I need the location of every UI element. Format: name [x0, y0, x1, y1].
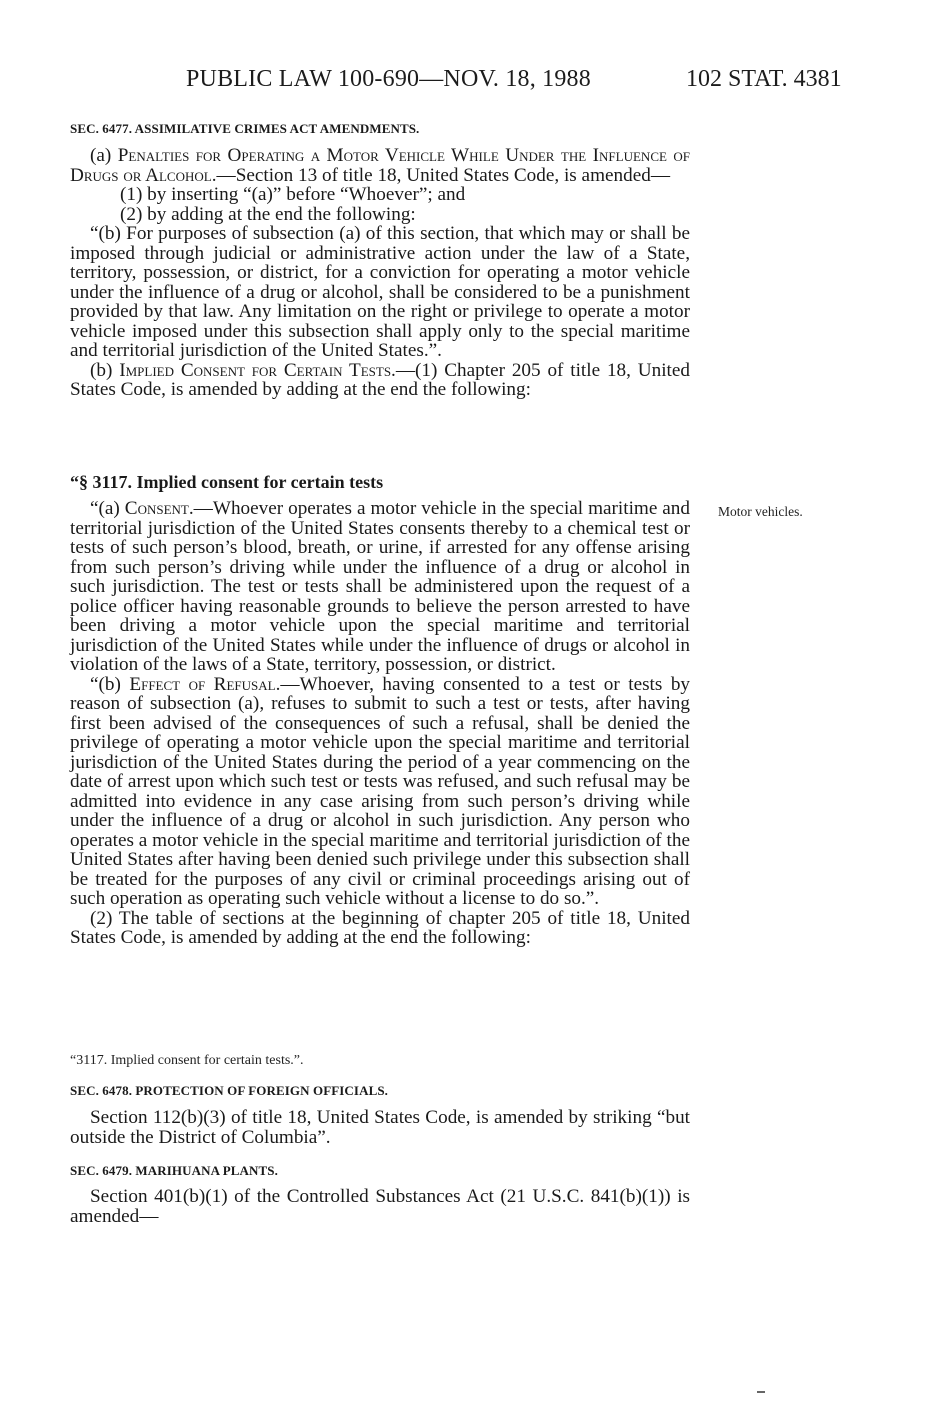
subsection-b-label: (b) [90, 359, 120, 381]
subsection-b-text: —(1) Chapter 205 of title 18, United States Code, is amended by adding at the end the following: [70, 359, 690, 400]
section-6479-text: Section 401(b)(1) of the Controlled Substances Act (21 U.S.C. 841(b)(1)) is amended— [70, 1186, 690, 1227]
subsection-a-item-1: (1) by inserting “(a)” before “Whoever”; and [120, 184, 466, 205]
table-of-sections-entry: “3117. Implied consent for certain tests.”. [70, 1053, 304, 1068]
refusal-text: —Whoever, having consented to a test or tests by reason of subsection (a), refuses to submit to such a test or tests, after having first been advised of the consequences of such a refusal, shall be denied the privilege of operating a motor vehicle upon the special maritime and territorial jurisdiction of the United States during the period of a year commencing on the date of arrest upon which such test or tests was refused, and such refusal may be admitted into evidence in any case arising from such person’s driving while under the influence of a drug or alcohol in such jurisdiction. Any person who operates a motor vehicle in the special maritime and territorial jurisdiction of the United States after having been denied such privilege under this subsection shall be treated for the purposes of any civil or criminal proceedings arising out of such operation as operating such vehicle without a license to do so.”. [70, 673, 691, 909]
subsection-a-item-2: (2) by adding at the end the following: [120, 203, 416, 225]
margin-note-motor-vehicles: Motor vehicles. [718, 504, 803, 519]
subsection-a-caption: Penalties for Operating a Motor Vehicle While Under the Influence of Drugs or Alcohol. [70, 145, 691, 186]
consent-paragraph [70, 499, 690, 675]
page-header [0, 66, 946, 96]
scan-mark [757, 1391, 765, 1393]
consent-caption: Consent. [124, 498, 194, 519]
refusal-caption: Effect of Refusal. [129, 673, 281, 695]
section-6478-body [70, 1108, 690, 1147]
subsection-a-quoted-text: “(b) For purposes of subsection (a) of this section, that which may or shall be imposed through judicial or administrative action under the law of a State, territory, possession, or district, for a conviction for operating a motor vehicle under the influence of a drug or alcohol, shall be considered to be a punishment provided by that law. Any limitation on the right or privilege to operate a motor vehicle imposed under this subsection shall apply only to the special maritime and territorial jurisdiction of the United States.”. [70, 223, 690, 361]
section-6477-heading: SEC. 6477. ASSIMILATIVE CRIMES ACT AMENDMENTS. [70, 121, 420, 136]
subsection-a-label: (a) [90, 145, 118, 166]
subsection-b-intro [70, 361, 690, 400]
statute-page-number: 102 STAT. 4381 [686, 66, 842, 92]
subsection-a-text: —Section 13 of title 18, United States Code, is amended— [216, 164, 671, 186]
refusal-label: “(b) [90, 673, 130, 695]
section-6479-body [70, 1187, 690, 1226]
consent-text: —Whoever operates a motor vehicle in the special maritime and territorial jurisdiction of the United States consents thereby to a chemical test or tests of such person’s blood, breath, or urine, if arrested for any offense arising from such person’s driving while under the influence of a drug or alcohol in such jurisdiction. The test or tests shall be administered upon the request of a police officer having reasonable grounds to believe the person arrested to have been driving a motor vehicle upon the special maritime and territorial jurisdiction of the United States while under the influence of drugs or alcohol in violation of the laws of a State, territory, possession, or district. [70, 498, 690, 675]
subsection-b-caption: Implied Consent for Certain Tests. [119, 359, 396, 381]
section-6478-heading: SEC. 6478. PROTECTION OF FOREIGN OFFICIALS. [70, 1083, 389, 1098]
section-3117-body [70, 499, 690, 948]
refusal-paragraph [70, 675, 690, 909]
section-6477-subsection-a [70, 146, 690, 400]
running-head-title: PUBLIC LAW 100-690—NOV. 18, 1988 [186, 66, 591, 92]
section-6478-text: Section 112(b)(3) of title 18, United States Code, is amended by striking “but outside the District of Columbia”. [70, 1107, 690, 1148]
consent-label: “(a) [90, 498, 125, 519]
subsection-a-intro [70, 146, 690, 185]
table-of-sections-amendment: (2) The table of sections at the beginning of chapter 205 of title 18, United States Code, is amended by adding at the end the following: [70, 907, 690, 948]
section-6479-heading: SEC. 6479. MARIHUANA PLANTS. [70, 1163, 278, 1178]
new-section-3117-heading: “§ 3117. Implied consent for certain tests [70, 472, 384, 492]
